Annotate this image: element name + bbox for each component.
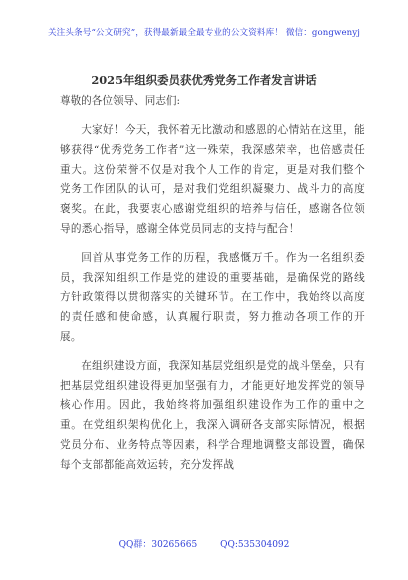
salutation: 尊敬的各位领导、同志们: bbox=[60, 95, 181, 107]
footer-contact bbox=[0, 537, 408, 550]
document-body bbox=[60, 91, 365, 485]
paragraph-2: 回首从事党务工作的历程，我感慨万千。作为一名组织委员，我深知组织工作是党的建设的重要基础，是确保党的路线方针政策得以贯彻落实的关键环节。在工作中，我始终以高度的责任感和使命感，认真履行职责，努力推动各项工作的开展。 bbox=[60, 251, 365, 343]
document-title: 2025年组织委员获优秀党务工作者发言讲话 bbox=[91, 73, 317, 87]
footer-qq: QQ:535304092 bbox=[220, 540, 290, 550]
paragraph-3: 在组织建设方面，我深知基层党组织是党的战斗堡垒，只有把基层党组织建设得更加坚强有力，才能更好地发挥党的领导核心作用。因此，我始终将加强组织建设作为工作的重中之重。在党组织架构优化上，我深入调研各支部实际情况，根据党员分布、业务特点等因素，科学合理地调整支部设置，确保每个支部都能高效运转，充分发挥战 bbox=[60, 359, 365, 471]
footer-qq-group: QQ群：30265665 bbox=[118, 540, 198, 550]
header-promo-note: 关注头条号“公文研究”，获得最新最全最专业的公文资料库！ 微信：gongwenyj bbox=[47, 28, 361, 38]
paragraph-1: 大家好！今天，我怀着无比激动和感恩的心情站在这里，能够获得“优秀党务工作者”这一殊荣，我深感荣幸，也倍感责任重大。这份荣誉不仅是对我个人工作的肯定，更是对我们整个党务工作团队的认可，是对我们党组织凝聚力、战斗力的高度褒奖。在此，我要衷心感谢党组织的培养与信任，感谢各位领导的悉心指导，感谢全体党员同志的支持与配合！ bbox=[60, 124, 365, 235]
